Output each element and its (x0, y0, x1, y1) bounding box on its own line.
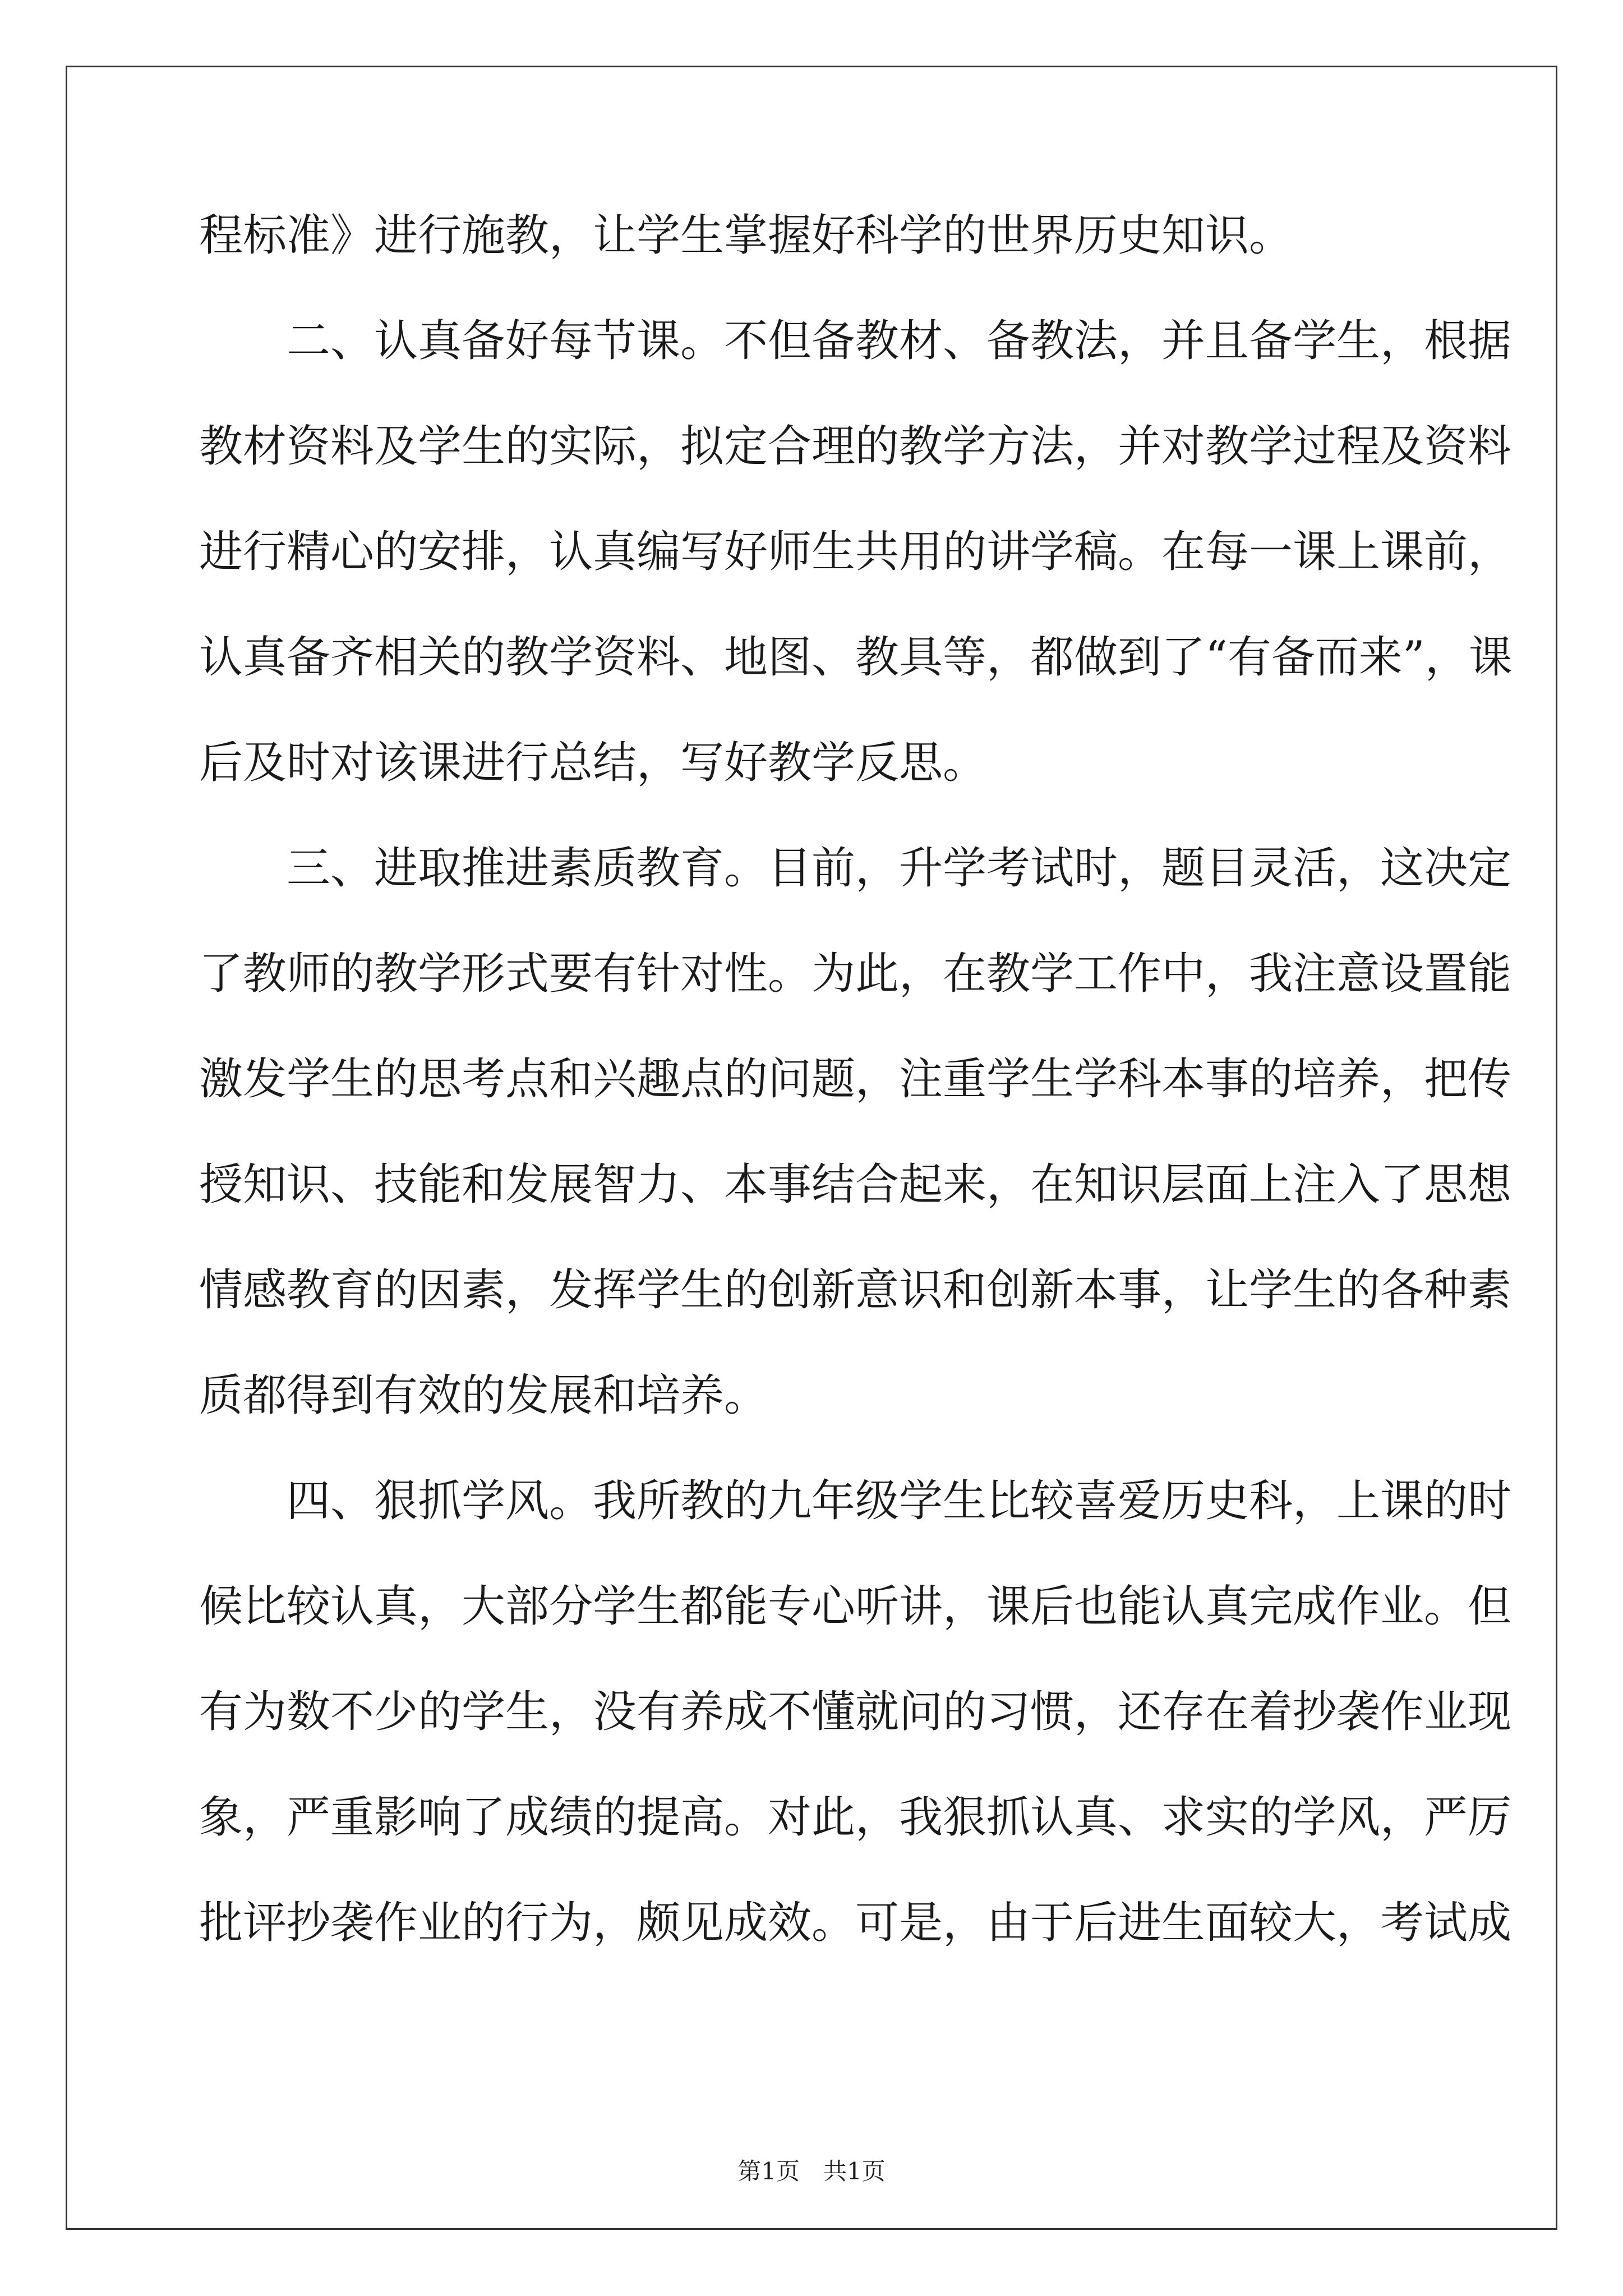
text-line: 了教师的教学形式要有针对性。为此，在教学工作中，我注意设置能 (199, 949, 1512, 999)
text-line: 教材资料及学生的实际，拟定合理的教学方法，并对教学过程及资料 (199, 421, 1512, 472)
text-line: 三、进取推进素质教育。目前，升学考试时，题目灵活，这决定 (287, 843, 1512, 894)
text-line: 象，严重影响了成绩的提高。对此，我狠抓认真、求实的学风，严厉 (199, 1792, 1512, 1843)
text-line: 情感教育的因素，发挥学生的创新意识和创新本事，让学生的各种素 (199, 1265, 1512, 1315)
text-line: 有为数不少的学生，没有养成不懂就问的习惯，还存在着抄袭作业现 (199, 1687, 1512, 1737)
paragraph-3 (199, 840, 1512, 1473)
text-line: 候比较认真，大部分学生都能专心听讲，课后也能认真完成作业。但 (199, 1581, 1512, 1632)
text-line: 进行精心的安排，认真编写好师生共用的讲学稿。在每一课上课前， (199, 527, 1512, 577)
paragraph-1 (199, 208, 1427, 313)
text-line: 批评抄袭作业的行为，颇见成效。可是，由于后进生面较大，考试成 (199, 1898, 1512, 1948)
text-line: 二、认真备好每节课。不但备教材、备教法，并且备学生，根据 (287, 316, 1512, 366)
text-line: 激发学生的思考点和兴趣点的问题，注重学生学科本事的培养，把传 (199, 1054, 1512, 1105)
paragraph-2 (199, 313, 1513, 840)
paragraph-4 (199, 1473, 1512, 2000)
document-body (199, 208, 1513, 2000)
text-line: 程标准》进行施教，让学生掌握好科学的世界历史知识。 (199, 210, 1293, 261)
text-line: 授知识、技能和发展智力、本事结合起来，在知识层面上注入了思想 (199, 1159, 1512, 1210)
text-line: 四、狠抓学风。我所教的九年级学生比较喜爱历史科，上课的时 (287, 1476, 1512, 1526)
text-line: 质都得到有效的发展和培养。 (199, 1370, 768, 1421)
text-line: 认真备齐相关的教学资料、地图、教具等，都做到了“有备而来”，课 (199, 632, 1513, 683)
text-line: 后及时对该课进行总结，写好教学反思。 (199, 738, 987, 788)
page-number-footer: 第1页 共1页 (737, 2157, 886, 2185)
